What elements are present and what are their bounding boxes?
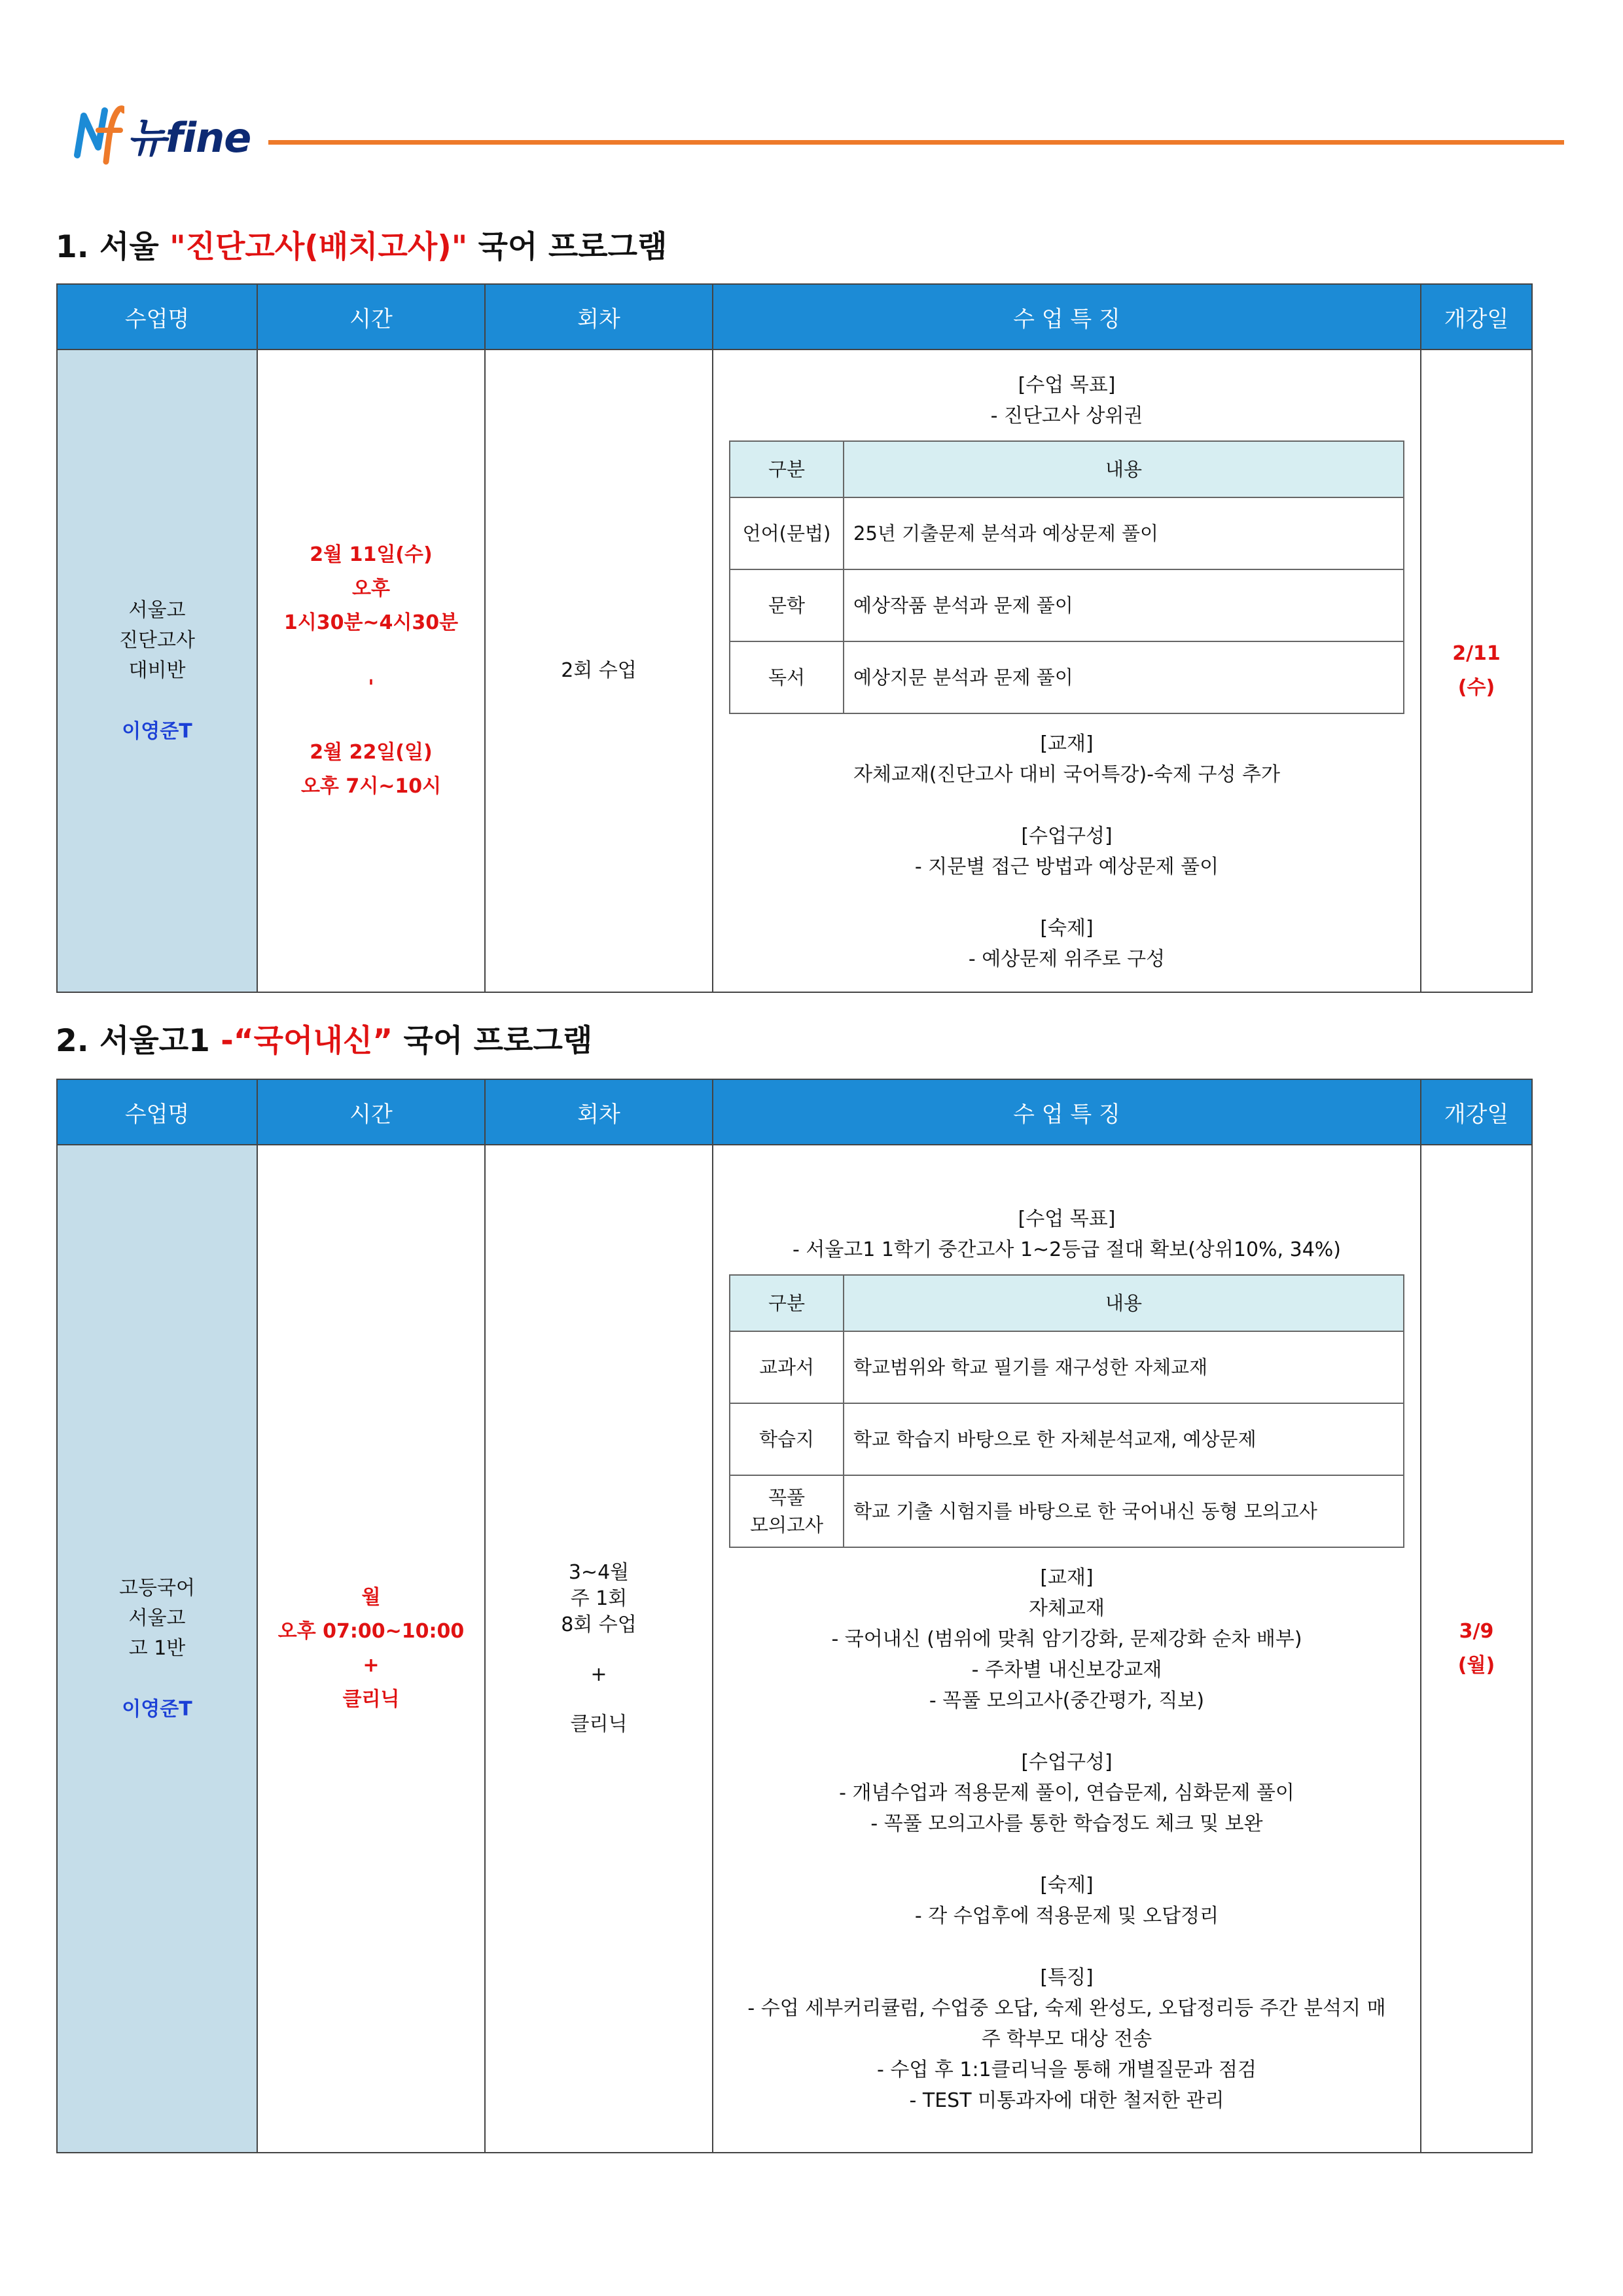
page-header <box>72 98 1564 170</box>
course-name-line: 고등국어 <box>119 1576 195 1600</box>
course-name-line: 진단고사 <box>119 628 195 652</box>
content-value: 예상지문 분석과 문제 풀이 <box>844 641 1404 713</box>
content-header-k: 구분 <box>730 1275 844 1331</box>
textbook-text: 자체교재(진단고사 대비 국어특강)-숙제 구성 추가 <box>853 763 1280 786</box>
content-row <box>730 569 1404 641</box>
open-date: 3/9 <box>1459 1620 1494 1643</box>
content-row <box>730 497 1404 569</box>
structure-line: - 개념수업과 적용문제 풀이, 연습문제, 심화문제 풀이 <box>839 1782 1294 1804</box>
section-2-highlight: “국어내신” <box>233 1023 393 1059</box>
section-2-table <box>56 1079 1533 2153</box>
textbook-line: - 국어내신 (범위에 맞춰 암기강화, 문제강화 순차 배부) <box>831 1628 1302 1651</box>
textbook-heading: [교재] <box>1040 1566 1094 1589</box>
header-features: 수 업 특 징 <box>713 284 1421 350</box>
structure-line: - 꼭풀 모의고사를 통한 학습정도 체크 및 보완 <box>870 1812 1263 1835</box>
time-line: 오후 7시~10시 <box>300 775 442 798</box>
content-key <box>730 1475 844 1547</box>
header-open: 개강일 <box>1421 284 1532 350</box>
content-key-line: 꼭풀 <box>768 1486 806 1509</box>
header-count: 회차 <box>485 1079 713 1145</box>
features-cell <box>713 350 1421 992</box>
homework-heading: [숙제] <box>1040 917 1094 940</box>
time-line: 1시30분~4시30분 <box>283 611 459 634</box>
header-name: 수업명 <box>57 1079 257 1145</box>
nf-logo-icon <box>72 101 124 167</box>
section-2-number: 2. <box>56 1023 89 1059</box>
course-name-line: 대비반 <box>128 658 186 682</box>
content-value: 25년 기출문제 분석과 예상문제 풀이 <box>844 497 1404 569</box>
goal-text: - 서울고1 1학기 중간고사 1~2등급 절대 확보(상위10%, 34%) <box>792 1238 1342 1261</box>
textbook-line: 자체교재 <box>1029 1597 1105 1620</box>
content-key-line: 모의고사 <box>749 1514 824 1536</box>
goal-heading: [수업 목표] <box>1018 374 1116 397</box>
course-name-line: 서울고 <box>128 1606 186 1630</box>
table-row <box>57 350 1532 992</box>
section-1-highlight: "진단고사(배치고사)" <box>169 229 468 265</box>
time-line: 오후 07:00~10:00 <box>277 1620 465 1643</box>
session-count-cell <box>485 1145 713 2153</box>
content-key: 독서 <box>730 641 844 713</box>
time-line: 클리닉 <box>342 1688 400 1711</box>
time-cell <box>257 1145 485 2153</box>
session-count-cell: 2회 수업 <box>485 350 713 992</box>
content-value: 학교범위와 학교 필기를 재구성한 자체교재 <box>844 1331 1404 1403</box>
goal-text: - 진단고사 상위권 <box>990 404 1143 427</box>
open-day: (수) <box>1457 676 1495 699</box>
special-line: - TEST 미통과자에 대한 철저한 관리 <box>909 2089 1224 2112</box>
content-value: 예상작품 분석과 문제 풀이 <box>844 569 1404 641</box>
section-2-dash: - <box>221 1023 234 1059</box>
content-row <box>730 641 1404 713</box>
section-2-title <box>56 1016 592 1060</box>
features-cell <box>713 1145 1421 2153</box>
time-separator: ' <box>368 676 374 699</box>
content-key: 문학 <box>730 569 844 641</box>
homework-heading: [숙제] <box>1040 1874 1094 1897</box>
header-time: 시간 <box>257 284 485 350</box>
course-name-line: 고 1반 <box>128 1636 186 1660</box>
count-line: + <box>590 1663 607 1686</box>
homework-text: - 각 수업후에 적용문제 및 오답정리 <box>914 1905 1219 1928</box>
section-1-table <box>56 283 1533 993</box>
header-divider <box>268 140 1564 145</box>
section-1-suffix: 국어 프로그램 <box>478 229 668 265</box>
count-line: 3~4월 <box>568 1561 630 1584</box>
header-open: 개강일 <box>1421 1079 1532 1145</box>
content-key: 교과서 <box>730 1331 844 1403</box>
content-header-v: 내용 <box>844 1275 1404 1331</box>
homework-text: - 예상문제 위주로 구성 <box>968 948 1166 971</box>
textbook-heading: [교재] <box>1040 732 1094 755</box>
time-line: 오후 <box>352 577 390 600</box>
structure-heading: [수업구성] <box>1021 1751 1113 1774</box>
time-line: + <box>363 1654 380 1677</box>
content-row <box>730 1331 1404 1403</box>
textbook-line: - 꼭풀 모의고사(중간평가, 직보) <box>929 1689 1205 1712</box>
special-heading: [특징] <box>1040 1966 1094 1989</box>
brand-logo <box>72 98 251 170</box>
count-line: 8회 수업 <box>561 1613 637 1636</box>
special-line: 주 학부모 대상 전송 <box>981 2028 1152 2051</box>
table-row <box>57 1145 1532 2153</box>
header-count: 회차 <box>485 284 713 350</box>
special-line: - 수업 후 1:1클리닉을 통해 개별질문과 점검 <box>876 2058 1257 2081</box>
content-table <box>729 440 1404 714</box>
teacher-name: 이영준T <box>122 1697 192 1721</box>
content-header-v: 내용 <box>844 441 1404 497</box>
goal-heading: [수업 목표] <box>1018 1208 1116 1230</box>
header-features: 수 업 특 징 <box>713 1079 1421 1145</box>
structure-text: - 지문별 접근 방법과 예상문제 풀이 <box>914 855 1219 878</box>
course-name-line: 서울고 <box>128 598 186 622</box>
textbook-line: - 주차별 내신보강교재 <box>971 1659 1162 1681</box>
special-line: - 수업 세부커리큘럼, 수업중 오답, 숙제 완성도, 오답정리등 주간 분석지 매 <box>747 1997 1386 2020</box>
section-1-title <box>56 223 667 266</box>
open-date: 2/11 <box>1452 642 1501 665</box>
time-cell <box>257 350 485 992</box>
section-1-region: 서울 <box>99 229 159 265</box>
content-value: 학교 학습지 바탕으로 한 자체분석교재, 예상문제 <box>844 1403 1404 1475</box>
content-row <box>730 1403 1404 1475</box>
brand-name: 뉴fine <box>127 113 251 162</box>
section-2-region: 서울고1 <box>99 1023 210 1059</box>
open-day: (월) <box>1457 1654 1495 1677</box>
table-header-row <box>57 1079 1532 1145</box>
content-table <box>729 1274 1404 1548</box>
open-date-cell <box>1421 1145 1532 2153</box>
content-row <box>730 1475 1404 1547</box>
header-time: 시간 <box>257 1079 485 1145</box>
time-line: 월 <box>361 1586 381 1609</box>
content-key: 언어(문법) <box>730 497 844 569</box>
section-2-suffix: 국어 프로그램 <box>403 1023 593 1059</box>
structure-heading: [수업구성] <box>1021 825 1113 848</box>
time-line: 2월 22일(일) <box>310 741 433 764</box>
teacher-name: 이영준T <box>122 719 192 743</box>
section-1-number: 1. <box>56 229 89 265</box>
count-line: 주 1회 <box>570 1587 628 1610</box>
course-name-cell <box>57 350 257 992</box>
content-key: 학습지 <box>730 1403 844 1475</box>
content-header-k: 구분 <box>730 441 844 497</box>
header-name: 수업명 <box>57 284 257 350</box>
course-name-cell <box>57 1145 257 2153</box>
count-line: 클리닉 <box>570 1713 628 1736</box>
time-line: 2월 11일(수) <box>310 543 433 566</box>
open-date-cell <box>1421 350 1532 992</box>
table-header-row <box>57 284 1532 350</box>
content-value: 학교 기출 시험지를 바탕으로 한 국어내신 동형 모의고사 <box>844 1475 1404 1547</box>
